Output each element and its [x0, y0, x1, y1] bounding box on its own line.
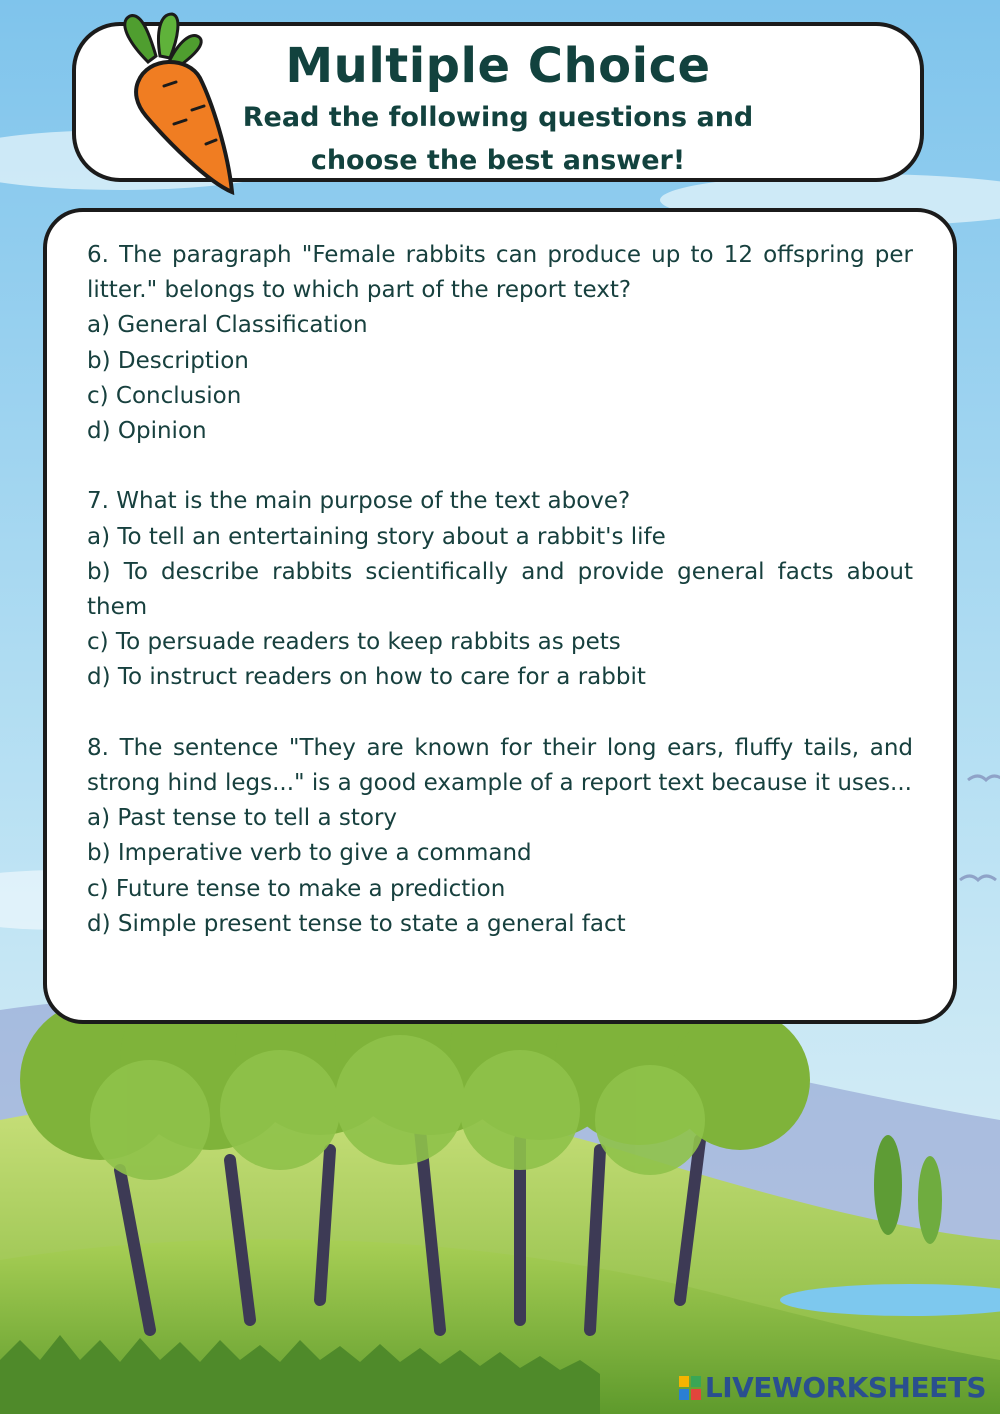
page-title: Multiple Choice [285, 38, 711, 94]
instructions-line-1: Read the following questions and [242, 102, 754, 133]
option-d[interactable]: d) Simple present tense to state a general fact [87, 910, 626, 937]
watermark-text: LIVEWORKSHEETS [704, 1371, 986, 1404]
question-text: 6. The paragraph "Female rabbits can produce up to 12 offspring per litter." belongs to which part of the report text? [87, 242, 913, 304]
liveworksheets-logo-icon [679, 1376, 701, 1400]
questions-list [87, 238, 913, 977]
instructions-line-2: choose the best answer! [310, 145, 686, 176]
questions-panel [43, 208, 957, 1024]
option-b[interactable]: b) Description [87, 347, 249, 374]
liveworksheets-watermark [679, 1371, 986, 1404]
option-b[interactable]: b) To describe rabbits scientifically and provide general facts about them [87, 558, 913, 621]
option-a[interactable]: a) To tell an entertaining story about a rabbit's life [87, 523, 666, 550]
question-8 [87, 731, 913, 942]
question-7 [87, 484, 913, 695]
instructions [196, 96, 800, 182]
carrot-icon [108, 12, 248, 198]
question-6 [87, 238, 913, 449]
option-a[interactable]: a) General Classification [87, 312, 368, 339]
option-b[interactable]: b) Imperative verb to give a command [87, 840, 532, 867]
question-text: 7. What is the main purpose of the text above? [87, 488, 631, 515]
option-c[interactable]: c) Future tense to make a prediction [87, 875, 506, 902]
option-d[interactable]: d) Opinion [87, 418, 207, 445]
option-c[interactable]: c) Conclusion [87, 382, 242, 409]
option-a[interactable]: a) Past tense to tell a story [87, 805, 398, 832]
question-text: 8. The sentence "They are known for their long ears, fluffy tails, and strong hind legs..." is a good example of a report text because it uses... [87, 734, 913, 797]
option-c[interactable]: c) To persuade readers to keep rabbits as pets [87, 629, 621, 656]
option-d[interactable]: d) To instruct readers on how to care for a rabbit [87, 664, 646, 691]
